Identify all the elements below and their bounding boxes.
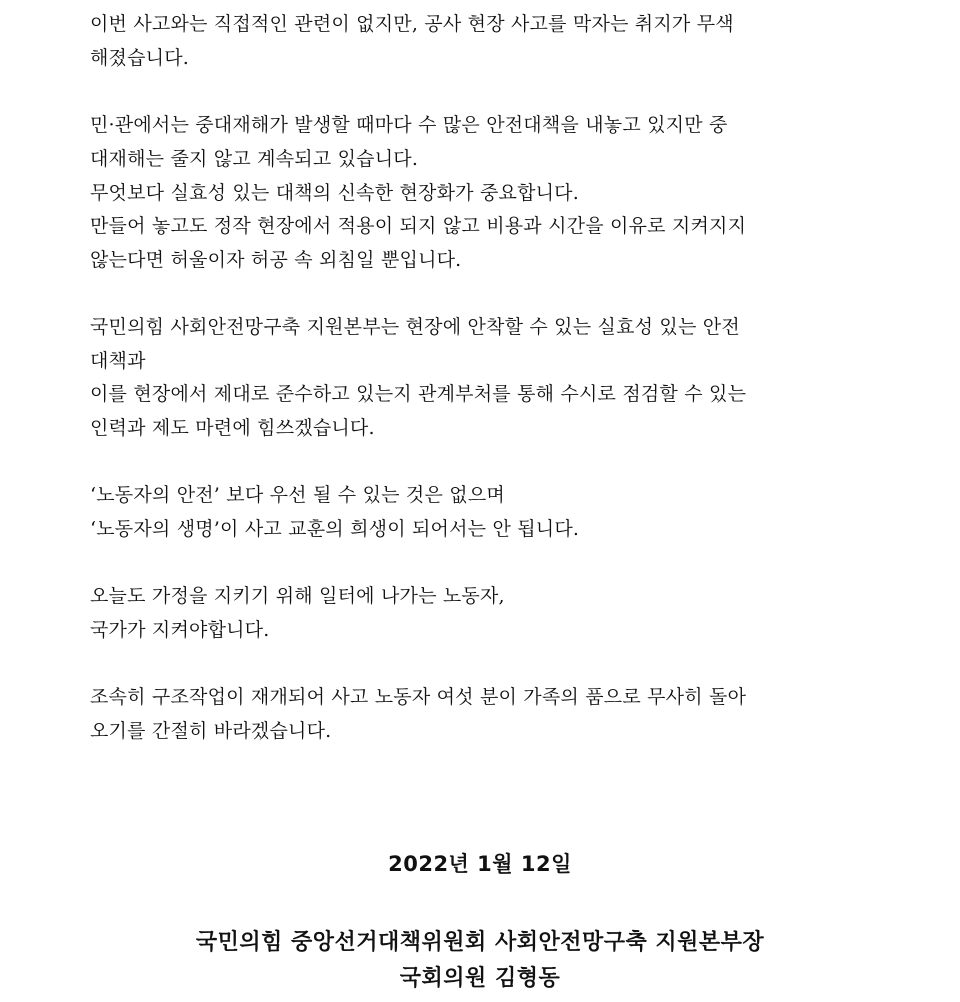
- signature-organization: 국민의힘 중앙선거대책위원회 사회안전망구축 지원본부장: [195, 929, 765, 955]
- paragraph-2-line-2: 대재해는 줄지 않고 계속되고 있습니다.: [90, 148, 419, 170]
- signature-name: 국회의원 김형동: [399, 965, 561, 991]
- paragraph-1-line-1: 이번 사고와는 직접적인 관련이 없지만, 공사 현장 사고를 막자는 취지가 무색: [90, 13, 734, 35]
- paragraph-6-line-2: 오기를 간절히 바라겠습니다.: [90, 720, 332, 742]
- paragraph-6-line-1: 조속히 구조작업이 재개되어 사고 노동자 여섯 분이 가족의 품으로 무사히 돌아: [90, 686, 747, 708]
- paragraph-3-line-3: 이를 현장에서 제대로 준수하고 있는지 관계부처를 통해 수시로 점검할 수 있는: [90, 383, 747, 405]
- paragraph-3-line-2: 대책과: [90, 350, 146, 372]
- paragraph-3-line-4: 인력과 제도 마련에 힘쓰겠습니다.: [90, 417, 375, 439]
- paragraph-4-line-2: ‘노동자의 생명’이 사고 교훈의 희생이 되어서는 안 됩니다.: [90, 518, 580, 540]
- paragraph-5-line-2: 국가가 지켜야합니다.: [90, 619, 270, 641]
- paragraph-2-line-1: 민·관에서는 중대재해가 발생할 때마다 수 많은 안전대책을 내놓고 있지만 중: [90, 114, 728, 136]
- paragraph-1-line-2: 해졌습니다.: [90, 47, 190, 69]
- document-date: 2022년 1월 12일: [388, 852, 572, 876]
- paragraph-2-line-3: 무엇보다 실효성 있는 대책의 신속한 현장화가 중요합니다.: [90, 182, 579, 204]
- paragraph-3-line-1: 국민의힘 사회안전망구축 지원본부는 현장에 안착할 수 있는 실효성 있는 안전: [90, 316, 740, 338]
- paragraph-2-line-5: 않는다면 허울이자 허공 속 외침일 뿐입니다.: [90, 249, 462, 271]
- paragraph-5-line-1: 오늘도 가정을 지키기 위해 일터에 나가는 노동자,: [90, 585, 505, 607]
- paragraph-4-line-1: ‘노동자의 안전’ 보다 우선 될 수 있는 것은 없으며: [90, 484, 505, 506]
- paragraph-2-line-4: 만들어 놓고도 정작 현장에서 적용이 되지 않고 비용과 시간을 이유로 지켜지지: [90, 215, 747, 237]
